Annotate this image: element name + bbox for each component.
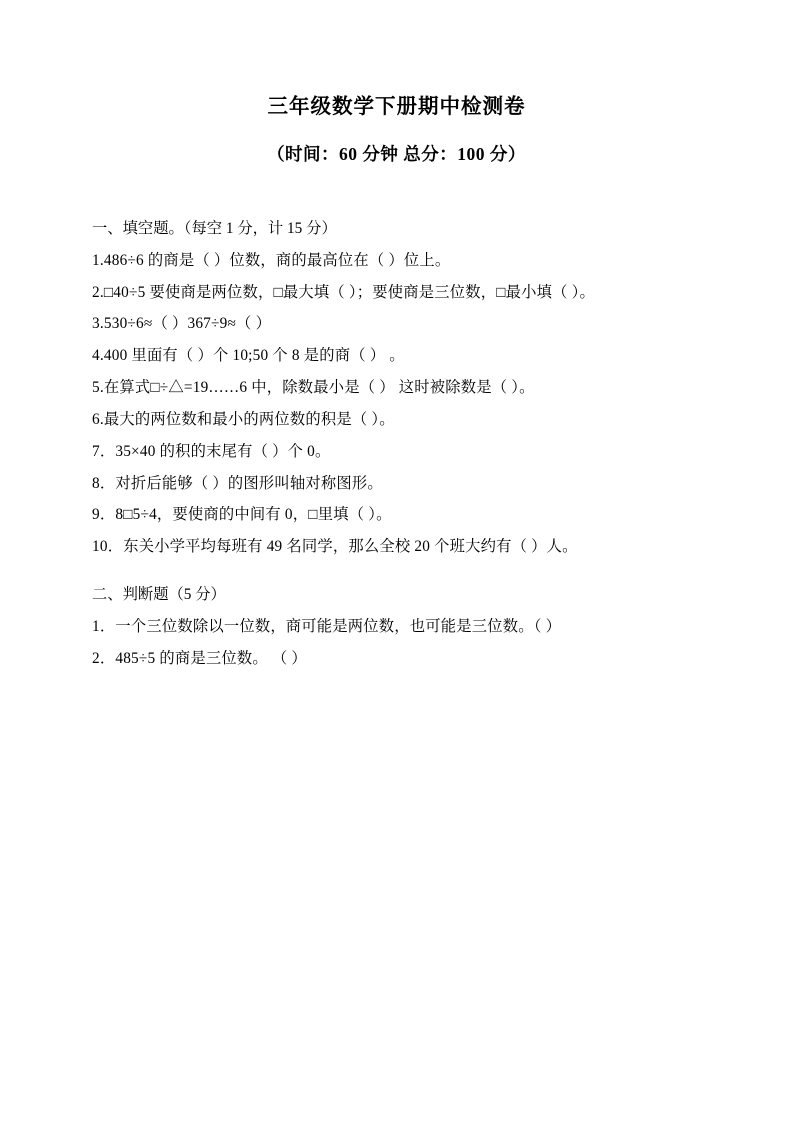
page-subtitle: （时间：60 分钟 总分：100 分） [267, 143, 526, 164]
question-item: 5.在算式□÷△=19……6 中，除数最小是（ ） 这时被除数是（ ）。 [92, 379, 535, 397]
section-heading-true-false: 二、判断题（5 分） [92, 585, 226, 603]
question-item: 8．对折后能够（ ）的图形叫轴对称图形。 [92, 474, 383, 492]
question-item: 3.530÷6≈（ ）367÷9≈（ ） [92, 315, 272, 333]
page-title: 三年级数学下册期中检测卷 [267, 96, 526, 118]
question-item: 1.486÷6 的商是（ ）位数，商的最高位在（ ）位上。 [92, 251, 451, 269]
question-item: 4.400 里面有（ ）个 10;50 个 8 是的商（ ） 。 [92, 347, 405, 365]
question-item: 2.□40÷5 要使商是两位数，□最大填（ ）；要使商是三位数，□最小填（ ）。 [92, 283, 596, 301]
question-item: 10．东关小学平均每班有 49 名同学，那么全校 20 个班大约有（ ）人。 [92, 538, 578, 556]
section-heading-fill-in-blank: 一、填空题。（每空 1 分，计 15 分） [92, 220, 337, 237]
question-item: 7．35×40 的积的末尾有（ ）个 0。 [92, 442, 331, 460]
question-item: 6.最大的两位数和最小的两位数的积是（ ）。 [92, 410, 395, 428]
section-spacer [62, 563, 731, 579]
question-item: 9．8□5÷4，要使商的中间有 0，□里填（ ）。 [92, 506, 392, 524]
question-item: 2．485÷5 的商是三位数。 （ ） [92, 649, 307, 667]
question-item: 1．一个三位数除以一位数，商可能是两位数，也可能是三位数。（ ） [92, 617, 562, 635]
document-body [62, 213, 731, 674]
